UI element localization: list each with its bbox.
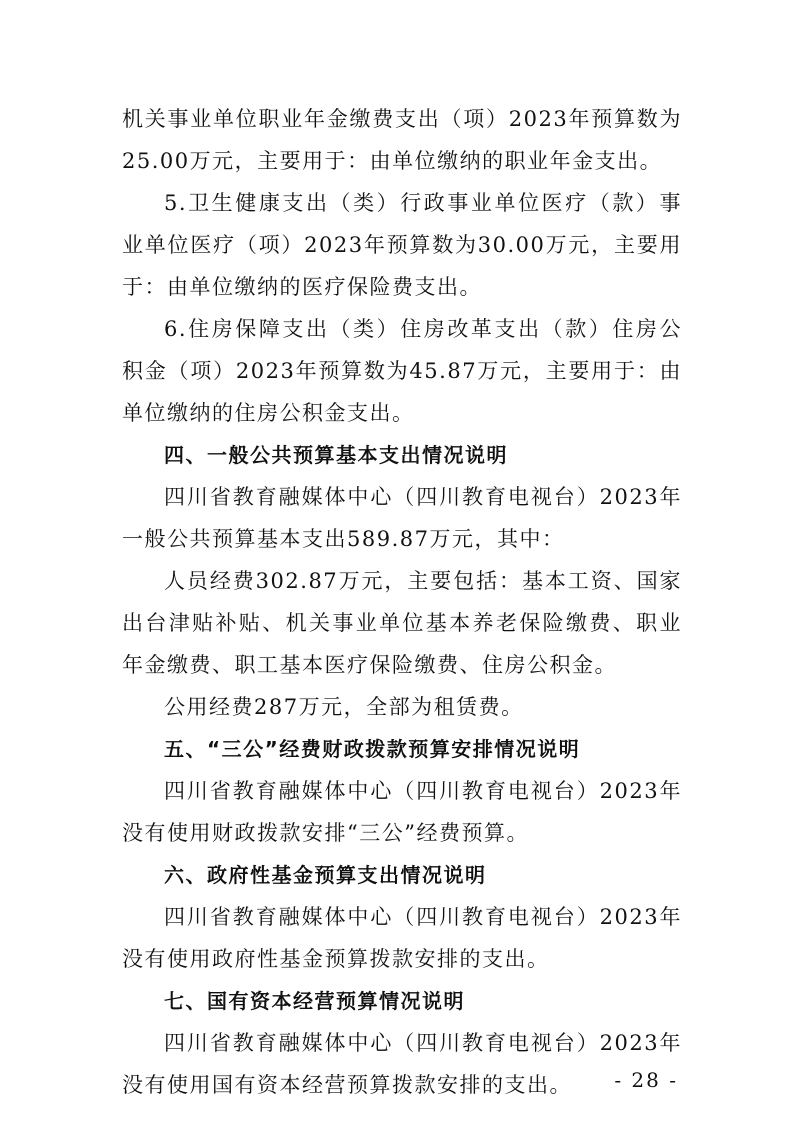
section-heading-basic-expenditure: 四、一般公共预算基本支出情况说明 (164, 443, 508, 467)
paragraph-state-capital: 四川省教育融媒体中心（四川教育电视台）2023年没有使用国有资本经营预算拨款安排的支出。 (122, 1031, 682, 1097)
document-body (122, 98, 682, 1106)
paragraph-health-expenditure: 5.卫生健康支出（类）行政事业单位医疗（款）事业单位医疗（项）2023年预算数为30.00万元，主要用于：由单位缴纳的医疗保险费支出。 (122, 191, 682, 299)
paragraph-housing-expenditure: 6.住房保障支出（类）住房改革支出（款）住房公积金（项）2023年预算数为45.87万元，主要用于：由单位缴纳的住房公积金支出。 (122, 317, 682, 425)
section-heading-state-capital: 七、国有资本经营预算情况说明 (164, 989, 465, 1013)
paragraph-three-public: 四川省教育融媒体中心（四川教育电视台）2023年没有使用财政拨款安排“三公”经费预算。 (122, 779, 682, 845)
paragraph-government-fund: 四川省教育融媒体中心（四川教育电视台）2023年没有使用政府性基金预算拨款安排的支出。 (122, 905, 682, 971)
section-heading-government-fund: 六、政府性基金预算支出情况说明 (164, 863, 487, 887)
paragraph-public-expenses: 公用经费287万元，全部为租赁费。 (164, 695, 524, 719)
page-number: - 28 - (614, 1068, 678, 1092)
section-heading-three-public: 五、“三公”经费财政拨款预算安排情况说明 (164, 737, 581, 761)
paragraph-occupational-annuity: 机关事业单位职业年金缴费支出（项）2023年预算数为25.00万元，主要用于：由单位缴纳的职业年金支出。 (122, 107, 682, 173)
paragraph-basic-expenditure-total: 四川省教育融媒体中心（四川教育电视台）2023年一般公共预算基本支出589.87万元，其中： (122, 485, 682, 551)
paragraph-personnel-expenses: 人员经费302.87万元，主要包括：基本工资、国家出台津贴补贴、机关事业单位基本养老保险缴费、职业年金缴费、职工基本医疗保险缴费、住房公积金。 (122, 569, 682, 677)
